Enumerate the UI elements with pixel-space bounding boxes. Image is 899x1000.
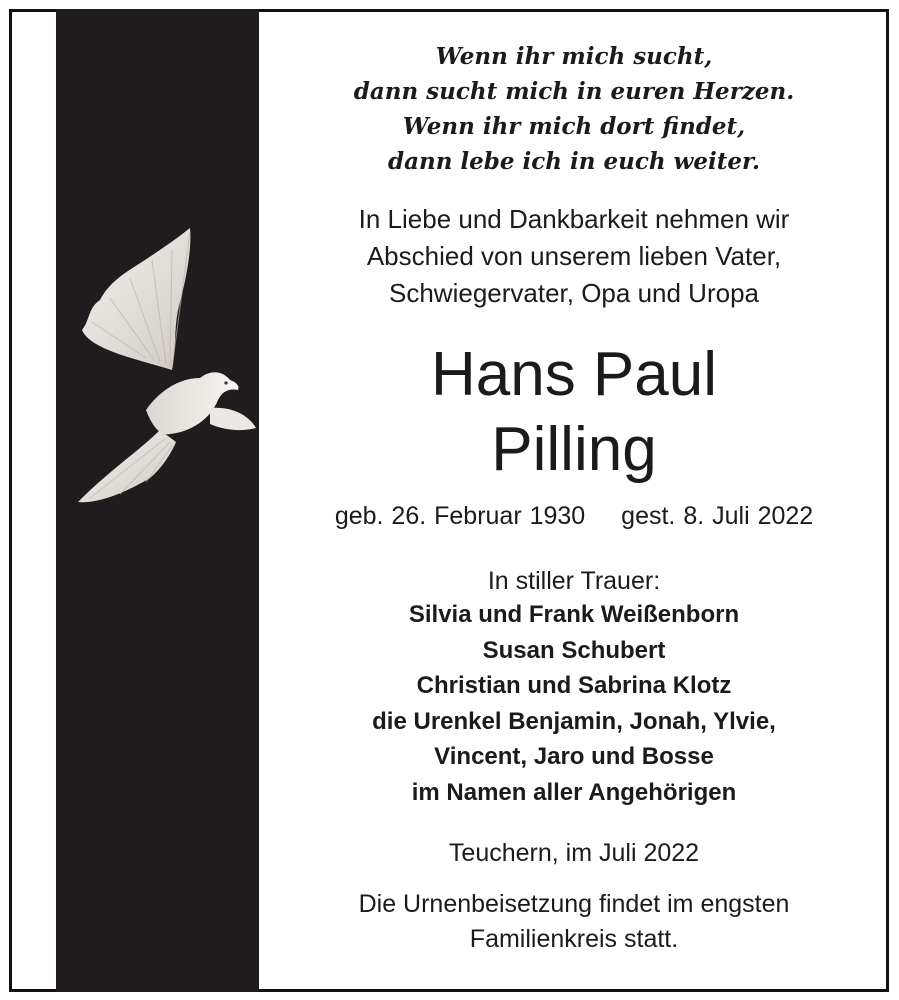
mourner-line: im Namen aller Angehörigen: [411, 778, 737, 806]
mourners-label: In stiller Trauer:: [487, 567, 661, 595]
mourners-list: [259, 597, 889, 810]
mourner-line: die Urenkel Benjamin, Jonah, Ylvie,: [372, 707, 776, 735]
deceased-last-name: Pilling: [491, 415, 657, 484]
poem-line: Wenn ihr mich dort findet,: [402, 113, 746, 140]
mourner-line: Christian und Sabrina Klotz: [416, 672, 732, 699]
deceased-first-name: Hans Paul: [430, 340, 718, 409]
intro-line: Schwiegervater, Opa und Uropa: [389, 278, 759, 308]
intro-line: Abschied von unserem lieben Vater,: [366, 241, 782, 271]
intro-text: [259, 201, 889, 312]
poem: [259, 39, 889, 179]
poem-line: Wenn ihr mich sucht,: [435, 43, 713, 70]
life-dates: [259, 501, 889, 531]
deceased-name: [259, 337, 889, 487]
intro-line: In Liebe und Dankbarkeit nehmen wir: [358, 204, 790, 234]
burial-notice: [259, 887, 889, 957]
mourner-line: Silvia und Frank Weißenborn: [408, 601, 740, 628]
notice-line: Die Urnenbeisetzung findet im engsten: [358, 890, 790, 918]
place-date: Teuchern, im Juli 2022: [448, 839, 700, 867]
dove-icon: [60, 220, 260, 510]
mourner-line: Susan Schubert: [482, 636, 666, 664]
death-date: gest. 8. Juli 2022: [621, 502, 814, 530]
birth-date: geb. 26. Februar 1930: [334, 502, 586, 530]
notice-line: Familienkreis statt.: [469, 925, 679, 953]
poem-line: dann lebe ich in euch weiter.: [388, 148, 760, 175]
poem-line: dann sucht mich in euren Herzen.: [353, 78, 795, 105]
notice-content: [259, 9, 889, 992]
mourner-line: Vincent, Jaro und Bosse: [434, 743, 714, 770]
